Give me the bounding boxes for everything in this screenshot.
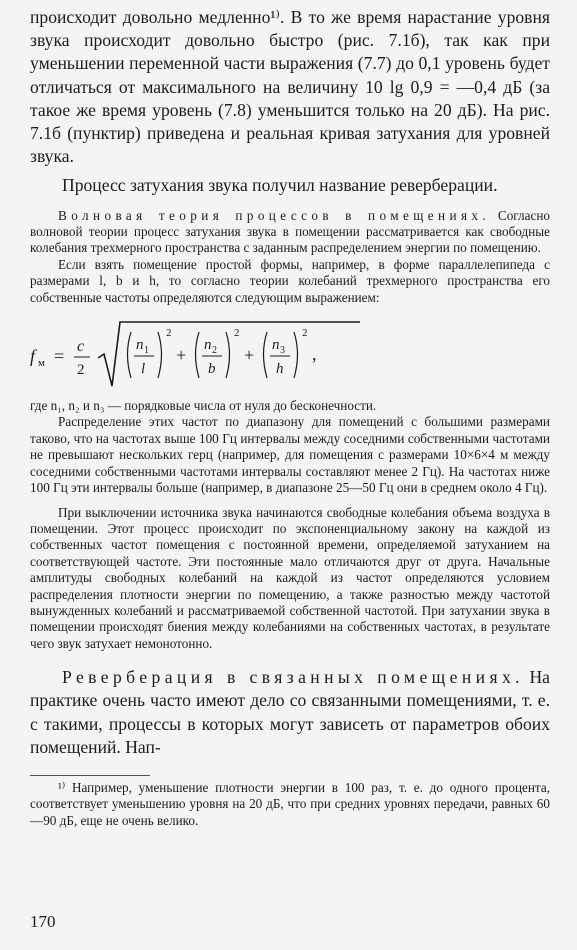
formula-n2: n [204, 337, 212, 354]
formula-sq2: 2 [234, 327, 240, 340]
formula-l: l [141, 361, 146, 378]
footnote: ¹⁾ Например, уменьшение плотности энергии в 100 раз, т. е. до одного процента, соответствует уменьшению уровня на 20 дБ, что при средних уровнях передачи, равных 60—90 дБ, еще не очень велико. [30, 779, 550, 828]
section-heading-wave-theory: Волновая теория процессов в помещениях. [58, 207, 491, 223]
footnote-divider [30, 775, 150, 776]
formula-plus2: + [244, 345, 255, 366]
paragraph-where-n: где n₁, n₂ и n₃ — порядковые числа от нуля до бесконечности. [30, 398, 377, 414]
paragraph-reverberation-decay: происходит довольно медленно¹⁾. В то же время нарастание уровня звука происходит довольно быстро (рис. 7.1б), так как при уменьшении переменной части выражения (7.7) до 0,1 уровень будет отличаться от максимального на величину 10 lg 0,9 = —0,4 дБ (за такое же время уровень (7.8) уменьшится только на 20 дБ). На рис. 7.1б (пунктир) приведена и реальная кривая затухания для уровней звука. [30, 7, 550, 167]
formula-c: c [77, 338, 85, 356]
section-text-coupled-rooms: На практике очень часто имеют дело со связанными помещениями, т. е. с такими, процессы в которых могут зависеть от параметров обоих помещений. Нап- [30, 667, 550, 757]
formula-lhs-sub: м [38, 357, 45, 370]
paragraph-parallelepiped: Если взять помещение простой формы, например, в форме параллелепипеда с размерами l, b и h, то согласно теории колебаний трехмерного пространства его собственные частоты определяются следующим выражением: [30, 256, 550, 305]
formula-plus1: + [176, 345, 187, 366]
book-page [30, 6, 550, 829]
formula-lhs: f [30, 346, 36, 367]
paragraph-reverberation-definition: Процесс затухания звука получил название реверберации. [62, 175, 498, 196]
paragraph-free-oscillations: При выключении источника звука начинаются свободные колебания объема воздуха в помещении. Этот процесс происходит по экспоненциальному закону на каждой из собственных частот помещения с постоянной времени, определяемой затуханием на соответствующей частоте. Эти постоянные мало отличаются друг от друга. Начальные амплитуды свободных колебаний на каждой из частот определяются условием распределения плотности энергии по помещению, а также разностью между частотой вынужденных колебаний и рассматриваемой собственной частотой. При затухании звука в помещении происходят биения между колебаниями на собственных частотах, в результате чего звук затухает немонотонно. [30, 504, 550, 651]
section-text-wave-theory: Согласно волновой теории процесс затухания звука в помещении рассматривается как свободные колебания трехмерного пространства с заданным распределением энергии по помещению. [30, 207, 550, 256]
paragraph-coupled-rooms [30, 666, 550, 759]
formula-two: 2 [77, 362, 85, 379]
section-heading-coupled-rooms: Реверберация в связанных помещениях. [62, 667, 524, 688]
eigenfrequency-formula [30, 314, 550, 392]
formula-n1-sub: 1 [144, 345, 149, 357]
paragraph-frequency-distribution: Распределение этих частот по диапазону для помещений с большими размерами таково, что на частотах выше 100 Гц интервалы между соседними собственными частотами не превышают нескольких герц (например, для помещения с размерами 10×6×4 м между соседними собственными частотами интервалы составляют менее 2 Гц). На частотах ниже 100 Гц эти интервалы больше (например, в диапазоне 25—50 Гц они в среднем около 4 Гц). [30, 414, 550, 496]
formula-n2-sub: 2 [212, 345, 217, 357]
page-number: 170 [30, 912, 56, 931]
formula-b: b [208, 361, 216, 378]
formula-sq1: 2 [166, 327, 172, 340]
paragraph-wave-theory [30, 208, 550, 257]
formula-n3: n [272, 337, 280, 354]
formula-sq3: 2 [302, 327, 308, 340]
formula-comma: , [312, 344, 317, 365]
formula-n1: n [136, 337, 144, 354]
formula-h: h [276, 361, 284, 378]
formula-n3-sub: 3 [280, 345, 285, 357]
formula-equals: = [54, 346, 65, 367]
